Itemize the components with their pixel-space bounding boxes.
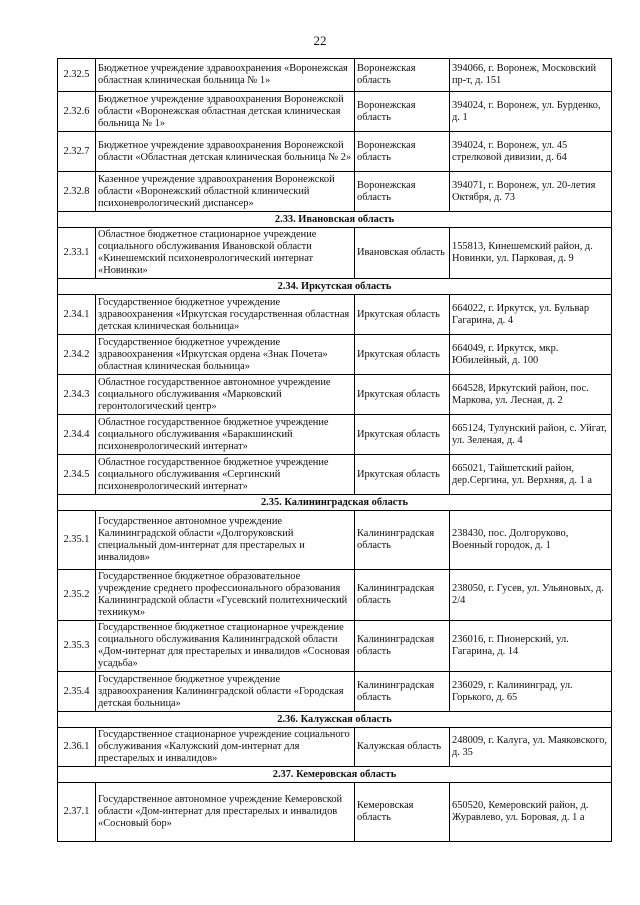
address: 236029, г. Калининград, ул. Горького, д. 65: [450, 672, 612, 712]
region-name: Ивановская область: [355, 228, 450, 279]
region-name: Иркутская область: [355, 455, 450, 495]
table-row: [58, 132, 612, 172]
row-number: 2.32.8: [58, 172, 96, 212]
row-number: 2.34.3: [58, 375, 96, 415]
section-title: 2.37. Кемеровская область: [58, 767, 612, 783]
section-row: [58, 495, 612, 511]
region-name: Воронежская область: [355, 92, 450, 132]
region-name: Иркутская область: [355, 335, 450, 375]
section-title: 2.33. Ивановская область: [58, 212, 612, 228]
institution-name: Бюджетное учреждение здравоохранения Воронежской области «Областная детская клиническая больница № 2»: [96, 132, 355, 172]
row-number: 2.32.5: [58, 59, 96, 92]
institution-name: Государственное бюджетное учреждение здравоохранения «Иркутская государственная областная детская клиническая больница»: [96, 295, 355, 335]
table-row: [58, 415, 612, 455]
address: 665124, Тулунский район, с. Уйгат, ул. Зеленая, д. 4: [450, 415, 612, 455]
institution-name: Казенное учреждение здравоохранения Воронежской области «Воронежский областной клинический психоневрологический диспансер»: [96, 172, 355, 212]
address: 155813, Кинешемский район, д. Новинки, ул. Парковая, д. 9: [450, 228, 612, 279]
row-number: 2.34.5: [58, 455, 96, 495]
address: 238050, г. Гусев, ул. Ульяновых, д. 2/4: [450, 570, 612, 621]
row-number: 2.35.2: [58, 570, 96, 621]
address: 238430, пос. Долгоруково, Военный городок, д. 1: [450, 511, 612, 570]
address: 664049, г. Иркутск, мкр. Юбилейный, д. 100: [450, 335, 612, 375]
section-row: [58, 279, 612, 295]
region-name: Калининградская область: [355, 672, 450, 712]
table-row: [58, 570, 612, 621]
table-row: [58, 672, 612, 712]
row-number: 2.37.1: [58, 783, 96, 842]
region-name: Калужская область: [355, 728, 450, 767]
section-title: 2.35. Калининградская область: [58, 495, 612, 511]
region-name: Воронежская область: [355, 132, 450, 172]
table-row: [58, 455, 612, 495]
address: 248009, г. Калуга, ул. Маяковского, д. 35: [450, 728, 612, 767]
institution-name: Государственное бюджетное стационарное учреждение социального обслуживания Калининградской области «Дом-интернат для престарелых и инвалидов «Сосновая усадьба»: [96, 621, 355, 672]
region-name: Иркутская область: [355, 415, 450, 455]
region-name: Воронежская область: [355, 59, 450, 92]
address: 394066, г. Воронеж, Московский пр-т, д. 151: [450, 59, 612, 92]
address: 394071, г. Воронеж, ул. 20-летия Октября, д. 73: [450, 172, 612, 212]
region-name: Иркутская область: [355, 375, 450, 415]
institution-name: Государственное стационарное учреждение социального обслуживания «Калужский дом-интернат для престарелых и инвалидов»: [96, 728, 355, 767]
address: 394024, г. Воронеж, ул. 45 стрелковой дивизии, д. 64: [450, 132, 612, 172]
institution-name: Государственное автономное учреждение Кемеровской области «Дом-интернат для престарелых и инвалидов «Сосновый бор»: [96, 783, 355, 842]
table-row: [58, 295, 612, 335]
address: 664022, г. Иркутск, ул. Бульвар Гагарина, д. 4: [450, 295, 612, 335]
address: 664528, Иркутский район, пос. Маркова, ул. Лесная, д. 2: [450, 375, 612, 415]
section-row: [58, 212, 612, 228]
row-number: 2.33.1: [58, 228, 96, 279]
table-row: [58, 621, 612, 672]
institution-name: Областное бюджетное стационарное учреждение социального обслуживания Ивановской области «Кинешемский психоневрологический интернат «Новинки»: [96, 228, 355, 279]
region-name: Калининградская область: [355, 570, 450, 621]
region-name: Иркутская область: [355, 295, 450, 335]
row-number: 2.35.3: [58, 621, 96, 672]
row-number: 2.34.1: [58, 295, 96, 335]
table-row: [58, 59, 612, 92]
institution-name: Бюджетное учреждение здравоохранения Воронежской области «Воронежская областная детская клиническая больница № 1»: [96, 92, 355, 132]
section-title: 2.36. Калужская область: [58, 712, 612, 728]
row-number: 2.34.2: [58, 335, 96, 375]
table-row: [58, 511, 612, 570]
region-name: Калининградская область: [355, 511, 450, 570]
institution-name: Бюджетное учреждение здравоохранения «Воронежская областная клиническая больница № 1»: [96, 59, 355, 92]
registry-table: [57, 58, 612, 842]
institution-name: Государственное бюджетное образовательное учреждение среднего профессионального образования Калининградской области «Гусевский политехнический техникум»: [96, 570, 355, 621]
region-name: Воронежская область: [355, 172, 450, 212]
institution-name: Государственное бюджетное учреждение здравоохранения Калининградской области «Городская детская больница»: [96, 672, 355, 712]
row-number: 2.32.7: [58, 132, 96, 172]
institution-name: Областное государственное бюджетное учреждение социального обслуживания «Баракшинский психоневрологический интернат»: [96, 415, 355, 455]
address: 394024, г. Воронеж, ул. Бурденко, д. 1: [450, 92, 612, 132]
table-row: [58, 783, 612, 842]
row-number: 2.35.4: [58, 672, 96, 712]
row-number: 2.32.6: [58, 92, 96, 132]
table-row: [58, 728, 612, 767]
table-row: [58, 375, 612, 415]
address: 665021, Тайшетский район, дер.Сергина, ул. Верхняя, д. 1 а: [450, 455, 612, 495]
page-number: 22: [313, 33, 327, 48]
table-row: [58, 172, 612, 212]
address: 236016, г. Пионерский, ул. Гагарина, д. 14: [450, 621, 612, 672]
institution-name: Государственное бюджетное учреждение здравоохранения «Иркутская ордена «Знак Почета» областная клиническая больница»: [96, 335, 355, 375]
table-row: [58, 335, 612, 375]
address: 650520, Кемеровский район, д. Журавлево, ул. Боровая, д. 1 а: [450, 783, 612, 842]
section-title: 2.34. Иркутская область: [58, 279, 612, 295]
table-row: [58, 92, 612, 132]
institution-name: Государственное автономное учреждение Калининградской области «Долгоруковский специальный дом-интернат для престарелых и инвалидов»: [96, 511, 355, 570]
region-name: Калининградская область: [355, 621, 450, 672]
row-number: 2.35.1: [58, 511, 96, 570]
section-row: [58, 712, 612, 728]
institution-name: Областное государственное автономное учреждение социального обслуживания «Марковский геронтологический центр»: [96, 375, 355, 415]
row-number: 2.36.1: [58, 728, 96, 767]
section-row: [58, 767, 612, 783]
region-name: Кемеровская область: [355, 783, 450, 842]
row-number: 2.34.4: [58, 415, 96, 455]
institution-name: Областное государственное бюджетное учреждение социального обслуживания «Сергинский психоневрологический интернат»: [96, 455, 355, 495]
table-row: [58, 228, 612, 279]
